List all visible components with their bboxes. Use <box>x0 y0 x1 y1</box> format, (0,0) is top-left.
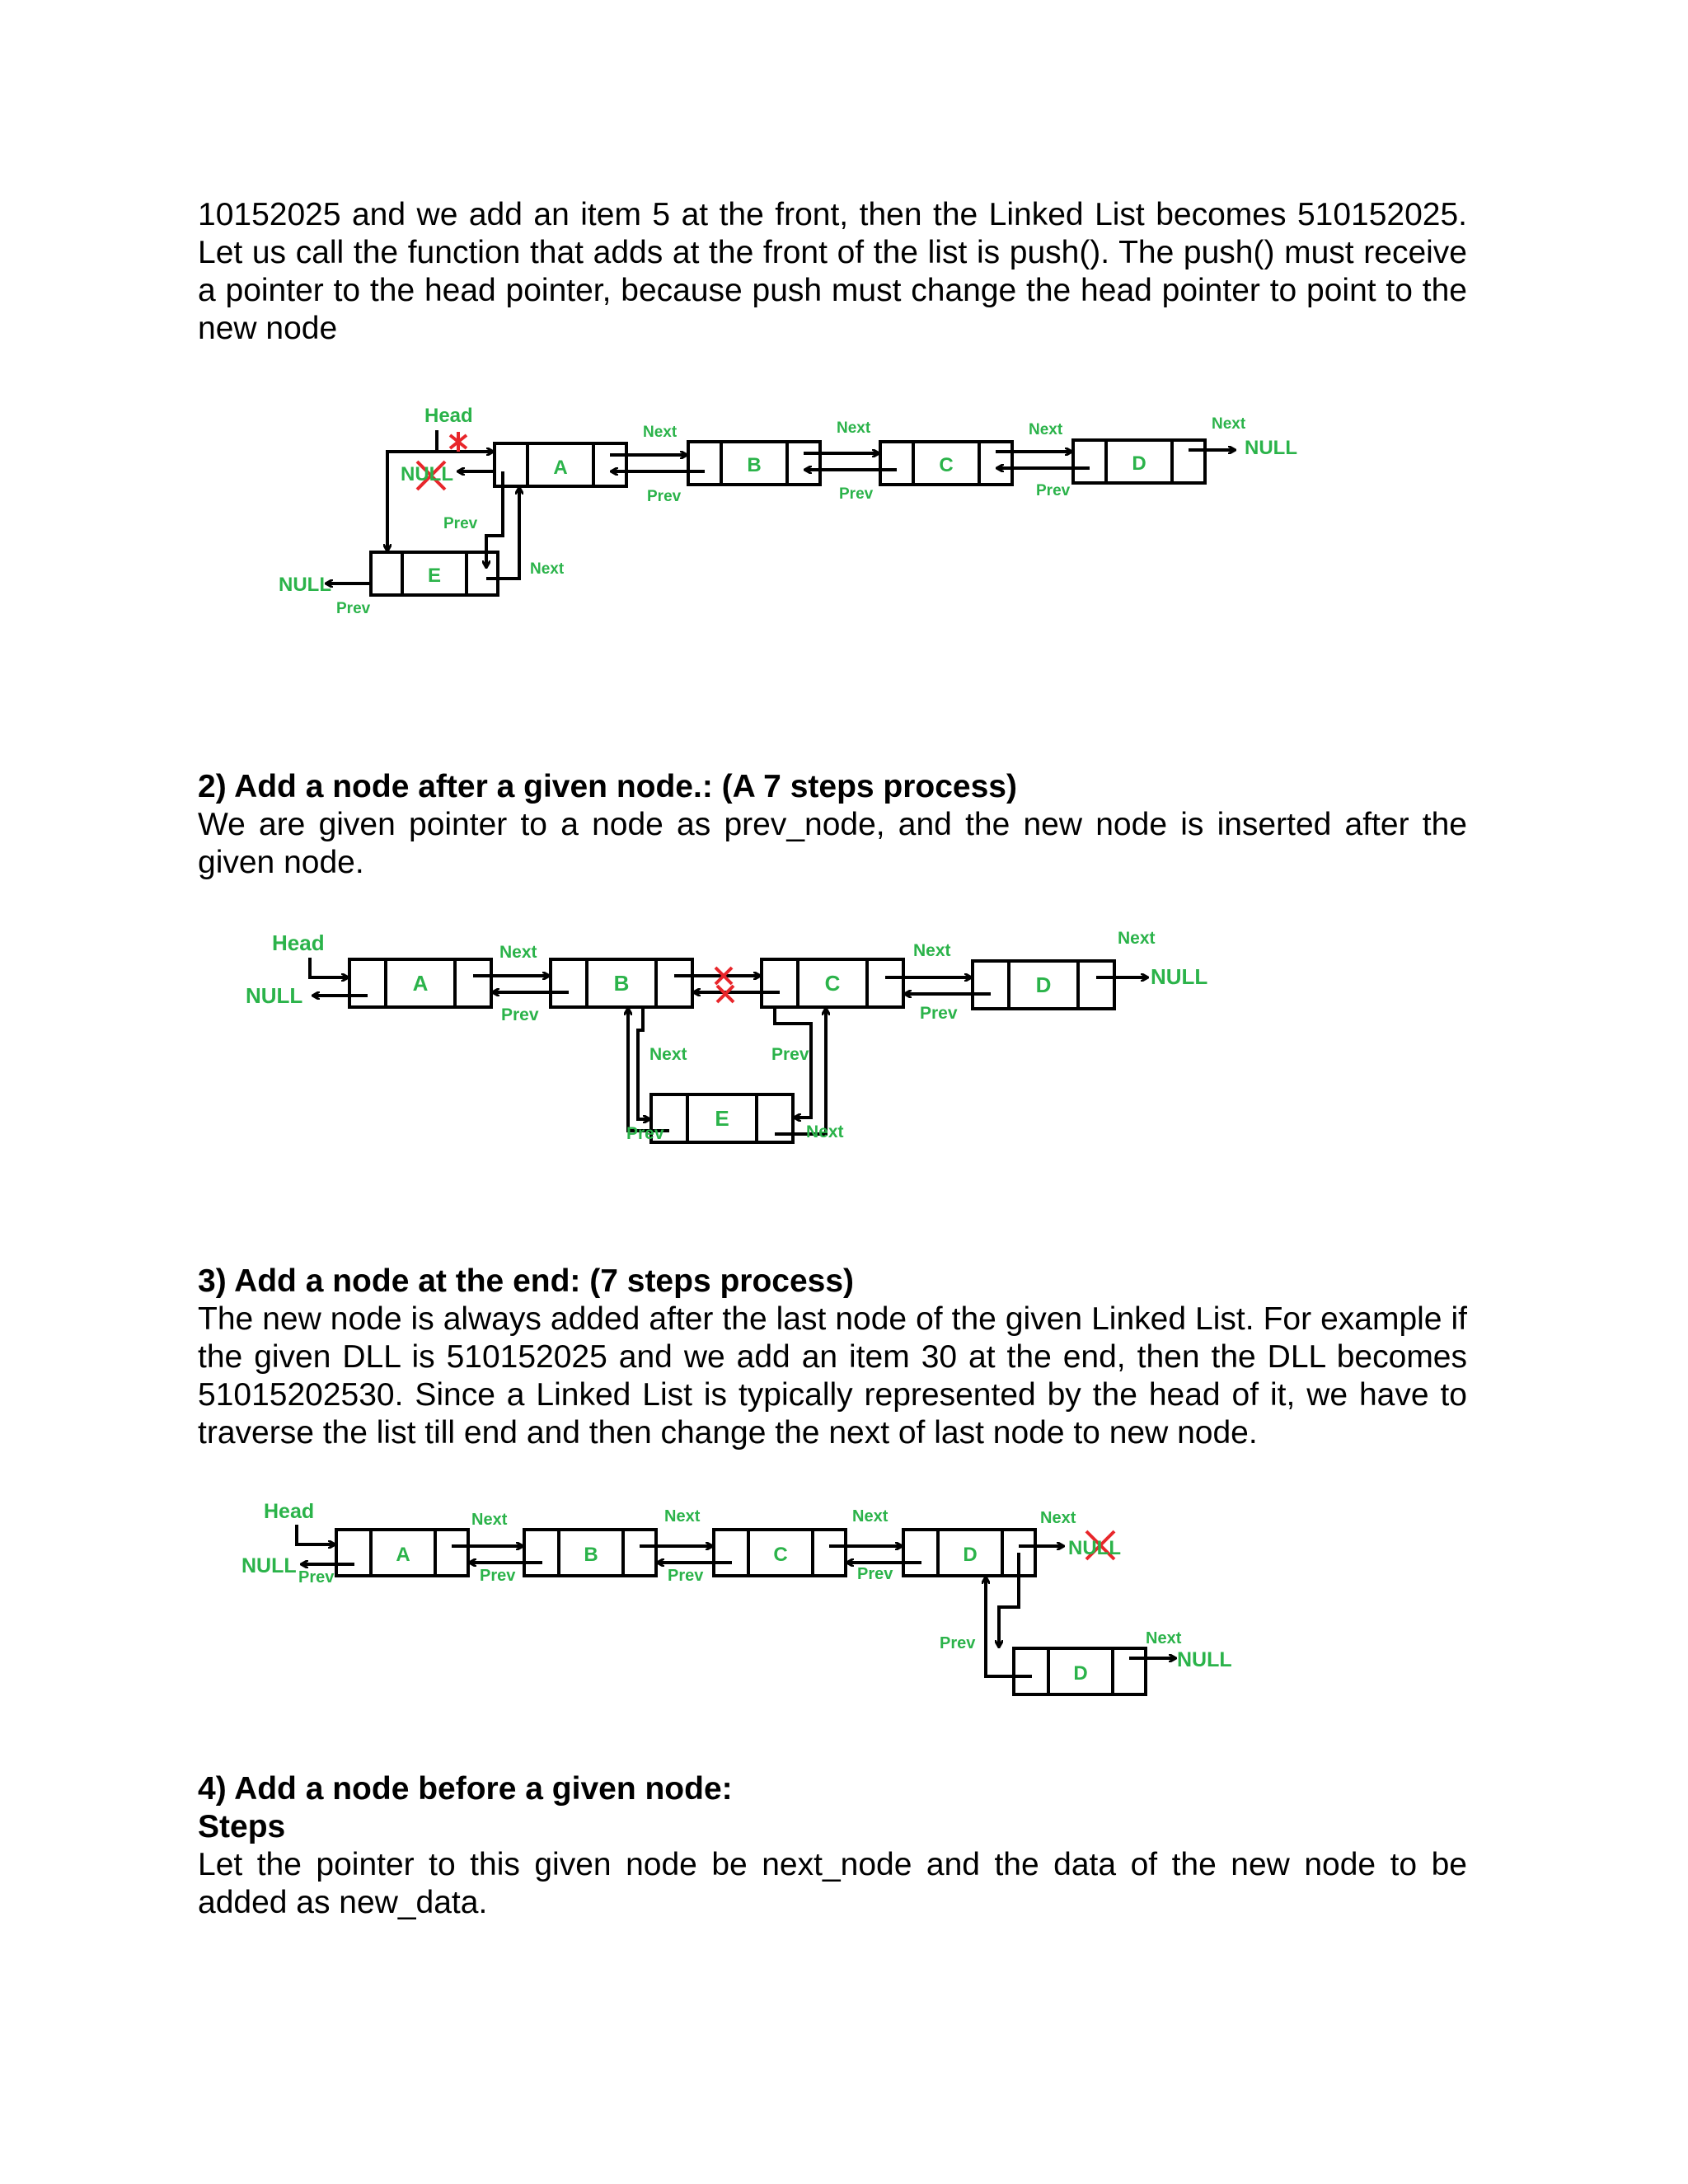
node-a <box>495 443 626 486</box>
diagram-push-front <box>0 396 1688 635</box>
diagram-insert-after <box>0 915 1688 1162</box>
prev-label-ba: Prev <box>480 1567 516 1585</box>
null-label-end: NULL <box>1245 437 1297 459</box>
section4-heading: 4) Add a node before a given node: <box>198 1771 733 1807</box>
prev-label-ce: Prev <box>771 1045 809 1064</box>
prev-label-new: Prev <box>940 1634 976 1652</box>
next-label-ab: Next <box>499 943 537 962</box>
next-label-new: Next <box>1146 1629 1182 1647</box>
next-label-bc: Next <box>837 419 871 437</box>
next-label-e: Next <box>530 560 565 578</box>
node-c-label: C <box>939 454 954 476</box>
node-b <box>688 442 820 485</box>
prev-label-dc: Prev <box>920 1004 958 1023</box>
node-c <box>714 1530 846 1576</box>
prev-label-ba: Prev <box>501 1005 539 1024</box>
next-label-ab: Next <box>643 424 678 441</box>
null-label-e: NULL <box>279 574 331 596</box>
prev-label-a: Prev <box>298 1568 335 1586</box>
node-c <box>880 442 1012 485</box>
next-label-d: Next <box>1212 415 1246 433</box>
null-label-start: NULL <box>241 1554 297 1577</box>
section4-paragraph: Let the pointer to this given node be next_node and the data of the new node to be added as new_data. <box>198 1847 1467 1920</box>
node-b <box>551 959 692 1007</box>
cross-mark-head <box>450 432 467 452</box>
node-d-label: D <box>1035 972 1052 997</box>
node-b-label: B <box>584 1544 598 1566</box>
node-b <box>524 1530 656 1576</box>
intro-paragraph: 10152025 and we add an item 5 at the front, then the Linked List becomes 510152025. Let us call the function that adds at the front of the list is push(). The push() must receive a pointer to the head pointer, because push must change the head pointer to point to the new node <box>198 197 1467 346</box>
next-label-d: Next <box>1118 929 1156 948</box>
node-e-label: E <box>427 565 442 587</box>
node-e <box>371 552 498 595</box>
next-label-bc: Next <box>664 1507 701 1526</box>
next-label-ec: Next <box>806 1122 844 1141</box>
null-label-new-end: NULL <box>1177 1648 1232 1671</box>
prev-label-eb: Prev <box>626 1124 664 1143</box>
node-b-label: B <box>747 454 762 476</box>
next-label-ab: Next <box>471 1511 508 1529</box>
head-label: Head <box>272 930 325 955</box>
node-d <box>1073 440 1205 483</box>
prev-label-cb: Prev <box>668 1567 704 1585</box>
next-label-d: Next <box>1040 1509 1076 1527</box>
node-b-label: B <box>613 971 630 996</box>
node-a-label: A <box>396 1544 410 1566</box>
node-new-d <box>1014 1648 1146 1694</box>
node-d-label: D <box>1132 452 1146 475</box>
next-label-cd: Next <box>913 941 951 960</box>
next-label-cd: Next <box>1029 421 1063 438</box>
node-a <box>336 1530 468 1576</box>
section2-heading: 2) Add a node after a given node.: (A 7 steps process) <box>198 769 1017 804</box>
next-label-be: Next <box>649 1045 687 1064</box>
null-label-old-end: NULL <box>1068 1537 1121 1559</box>
node-d-label: D <box>963 1544 978 1566</box>
node-e <box>651 1094 793 1142</box>
node-a <box>349 959 491 1007</box>
prev-label-a: Prev <box>443 515 478 532</box>
prev-label-e: Prev <box>336 600 371 617</box>
prev-label-ba: Prev <box>647 488 682 505</box>
null-label-start: NULL <box>246 983 303 1008</box>
diagram-insert-end <box>0 1483 1688 1714</box>
next-label-cd: Next <box>852 1507 889 1526</box>
section3-heading: 3) Add a node at the end: (7 steps process) <box>198 1263 855 1299</box>
node-d <box>903 1530 1035 1576</box>
node-e-label: E <box>715 1106 729 1131</box>
prev-label-dc: Prev <box>1036 482 1071 499</box>
node-a-label: A <box>553 457 568 479</box>
prev-label-dc: Prev <box>857 1565 893 1583</box>
section4-subheading: Steps <box>198 1809 286 1844</box>
prev-label-cb: Prev <box>839 485 874 503</box>
section2-paragraph: We are given pointer to a node as prev_node, and the new node is inserted after the given node. <box>198 807 1467 880</box>
node-c-label: C <box>773 1544 788 1566</box>
head-label: Head <box>264 1500 315 1523</box>
head-label: Head <box>424 405 473 427</box>
null-label-end: NULL <box>1151 964 1208 989</box>
node-d <box>973 961 1114 1009</box>
section3-paragraph: The new node is always added after the last node of the given Linked List. For example if the given DLL is 510152025 and we add an item 30 at the end, then the DLL becomes 51015202530. Since a Linked List is typically represented by the head of it, we have to traverse the list till end and then change the next of last node to new node. <box>198 1301 1467 1451</box>
node-a-label: A <box>412 971 429 996</box>
null-label-old: NULL <box>401 463 453 485</box>
node-c-label: C <box>824 971 841 996</box>
node-new-d-label: D <box>1073 1662 1088 1685</box>
node-c <box>762 959 903 1007</box>
